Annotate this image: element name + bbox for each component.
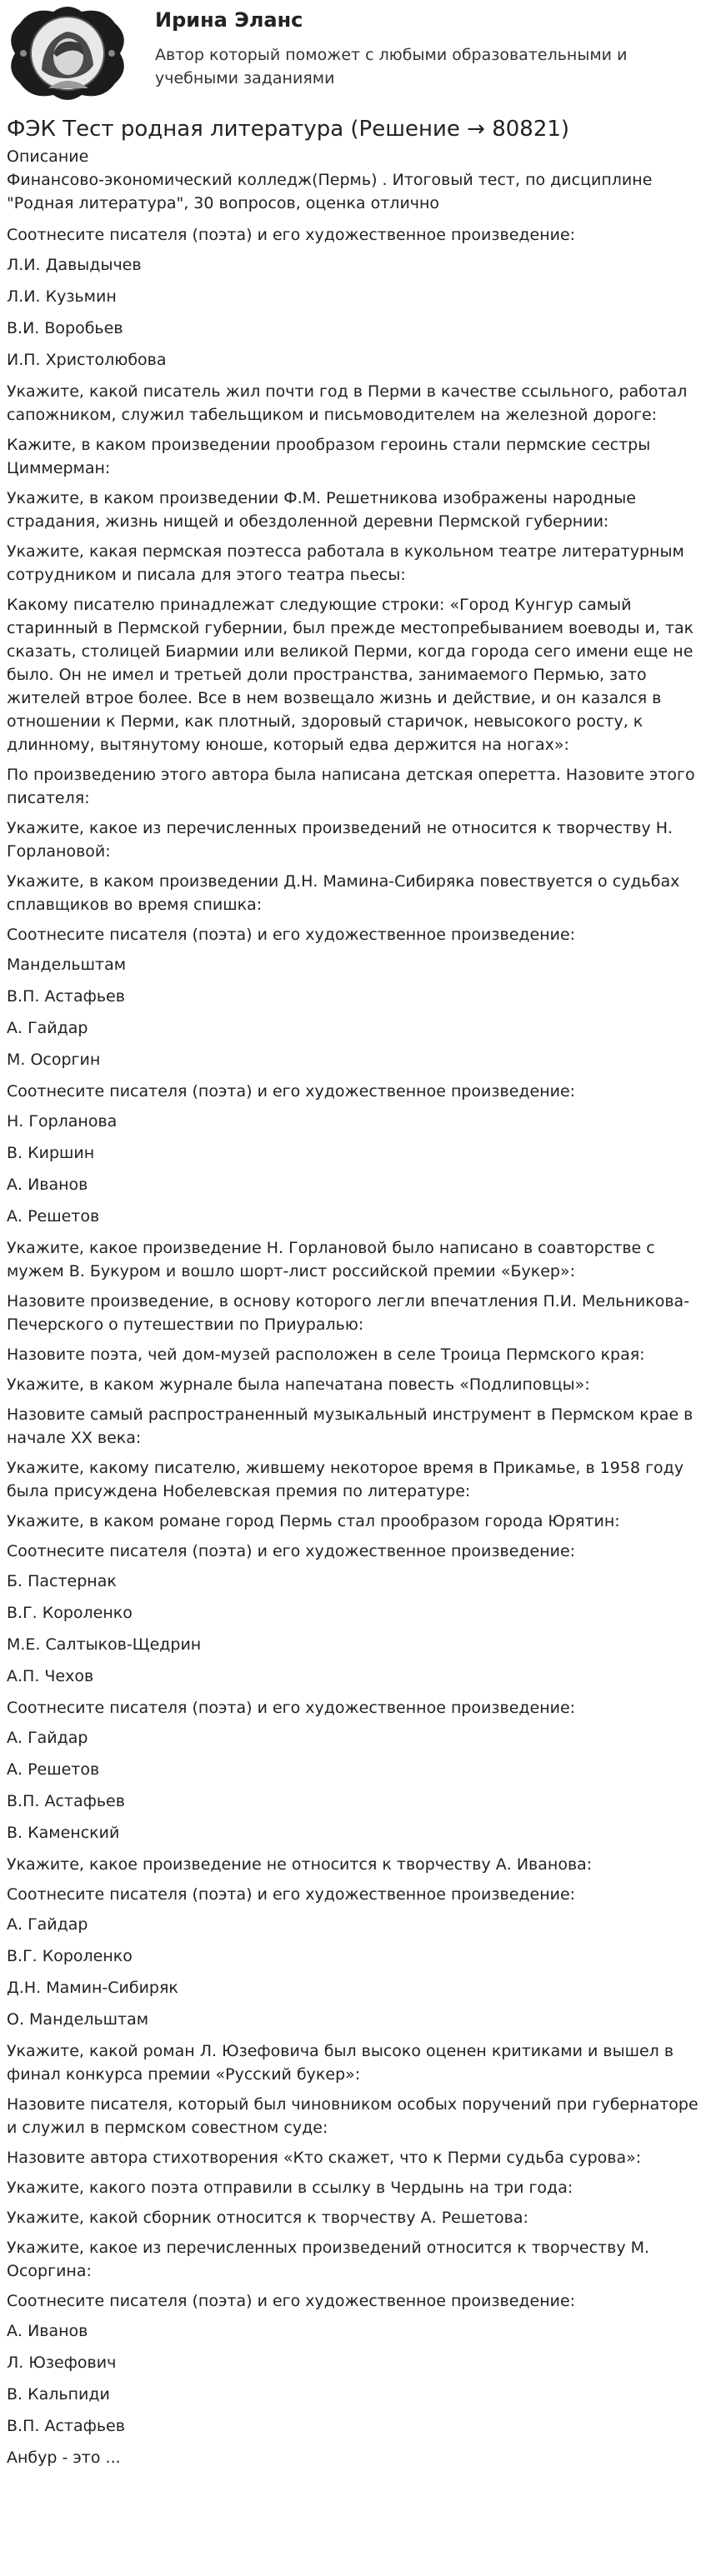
- answer-option: В. Кальпиди: [7, 2385, 110, 2404]
- answer-option: М.Е. Салтыков-Щедрин: [7, 1635, 202, 1654]
- answer-option: А. Гайдар: [7, 1729, 88, 1747]
- answer-option: Л.И. Кузьмин: [7, 287, 117, 306]
- question-text: Соотнесите писателя (поэта) и его художественное произведение:: [7, 1699, 576, 1717]
- answer-option: А. Иванов: [7, 1176, 88, 1194]
- question-text: Назовите поэта, чей дом-музей расположен в селе Троица Пермского края:: [7, 1345, 645, 1364]
- answer-option: В.П. Астафьев: [7, 1792, 125, 1810]
- question-list: [7, 223, 698, 2438]
- answer-option: В. Каменский: [7, 1824, 120, 1842]
- answer-option: Д.Н. Мамин-Сибиряк: [7, 1979, 178, 1997]
- answer-option: В. Киршин: [7, 1144, 95, 1162]
- answer-option: О. Мандельштам: [7, 2010, 149, 2029]
- document-content: [7, 114, 698, 2469]
- answer-option: В.Г. Короленко: [7, 1604, 133, 1622]
- question-text: Соотнесите писателя (поэта) и его художественное произведение:: [7, 926, 576, 944]
- answer-option: Н. Горланова: [7, 1112, 118, 1131]
- answer-option: А. Гайдар: [7, 1915, 88, 1934]
- question-text: Укажите, какой писатель жил почти год в Перми в качестве ссыльного, работал сапожником, служил табельщиком и письмоводителем на железной дороге:: [7, 382, 688, 424]
- answer-option: М. Осоргин: [7, 1051, 101, 1069]
- question-text: Кажите, в каком произведении прообразом героинь стали пермские сестры Циммерман:: [7, 436, 651, 477]
- question-text: Укажите, в каком произведении Ф.М. Решетникова изображены народные страдания, жизнь нищей и обездоленной деревни Пермской губернии:: [7, 489, 636, 531]
- question-text: Соотнесите писателя (поэта) и его художественное произведение:: [7, 1542, 576, 1560]
- question-text: Назовите автора стихотворения «Кто скажет, что к Перми судьба сурова»:: [7, 2149, 642, 2167]
- answer-option: А.П. Чехов: [7, 1667, 94, 1685]
- question-text: Назовите произведение, в основу которого легли впечатления П.И. Мельникова-Печерского о путешествии по Приуралью:: [7, 1292, 690, 1334]
- author-avatar[interactable]: [7, 7, 128, 100]
- question-text: Соотнесите писателя (поэта) и его художественное произведение:: [7, 2292, 576, 2310]
- question-text: Укажите, какой роман Л. Юзефовича был высоко оценен критиками и вышел в финал конкурса премии «Русский букер»:: [7, 2042, 674, 2084]
- answer-option: Б. Пастернак: [7, 1572, 117, 1590]
- answer-option: А. Решетов: [7, 1760, 100, 1779]
- answer-option: В.П. Астафьев: [7, 2417, 125, 2435]
- question-text: Укажите, в каком журнале была напечатана повесть «Подлиповцы»:: [7, 1375, 590, 1394]
- question-text: Укажите, какому писателю, жившему некоторое время в Прикамье, в 1958 году была присуждена Нобелевская премия по литературе:: [7, 1459, 684, 1500]
- answer-option: Л. Юзефович: [7, 2354, 117, 2372]
- answer-option: А. Решетов: [7, 1207, 100, 1226]
- question-text: Соотнесите писателя (поэта) и его художественное произведение:: [7, 226, 576, 244]
- question-text: Укажите, какое из перечисленных произведений относится к творчеству М. Осоргина:: [7, 2239, 650, 2280]
- answer-option: А. Гайдар: [7, 1019, 88, 1037]
- answer-option: В.И. Воробьев: [7, 319, 123, 337]
- author-name[interactable]: Ирина Эланс: [155, 8, 303, 32]
- description-label: Описание: [7, 147, 89, 166]
- author-description: Автор который поможет с любыми образовательными и учебными заданиями: [155, 46, 628, 87]
- answer-option: Мандельштам: [7, 956, 127, 974]
- avatar-image: [7, 7, 128, 100]
- question-text: Укажите, какое произведение не относится к творчеству А. Иванова:: [7, 1855, 593, 1874]
- answer-option: Л.И. Давыдычев: [7, 256, 142, 274]
- trailing-text: Анбур - это ...: [7, 2449, 121, 2467]
- question-text: Укажите, какого поэта отправили в ссылку в Чердынь на три года:: [7, 2179, 573, 2197]
- question-text: Укажите, в каком произведении Д.Н. Мамина-Сибиряка повествуется о судьбах сплавщиков во время спишка:: [7, 872, 680, 914]
- question-text: Соотнесите писателя (поэта) и его художественное произведение:: [7, 1082, 576, 1101]
- question-text: Соотнесите писателя (поэта) и его художественное произведение:: [7, 1885, 576, 1904]
- author-header: [7, 7, 698, 100]
- question-text: Укажите, в каком романе город Пермь стал прообразом города Юрятин:: [7, 1512, 620, 1530]
- question-text: Укажите, какое из перечисленных произведений не относится к творчеству Н. Горлановой:: [7, 819, 673, 861]
- answer-option: В.Г. Короленко: [7, 1947, 133, 1965]
- answer-option: А. Иванов: [7, 2322, 88, 2340]
- answer-option: И.П. Христолюбова: [7, 351, 167, 369]
- question-text: Укажите, какая пермская поэтесса работала в кукольном театре литературным сотрудником и писала для этого театра пьесы:: [7, 542, 684, 584]
- document-title: ФЭК Тест родная литература (Решение → 80821): [7, 117, 570, 142]
- description-text: Финансово-экономический колледж(Пермь) . Итоговый тест, по дисциплине "Родная литература", 30 вопросов, оценка отлично: [7, 171, 653, 212]
- question-text: Укажите, какое произведение Н. Горлановой было написано в соавторстве с мужем В. Букуром и вошло шорт-лист российской премии «Букер»:: [7, 1239, 655, 1281]
- question-text: По произведению этого автора была написана детская оперетта. Назовите этого писателя:: [7, 766, 695, 807]
- question-text: Назовите самый распространенный музыкальный инструмент в Пермском крае в начале XX века:: [7, 1405, 693, 1447]
- question-text: Какому писателю принадлежат следующие строки: «Город Кунгур самый старинный в Пермской губернии, был прежде местопребыванием воеводы и, так сказать, столицей Биармии или великой Перми, когда города сего имени еще не было. Он не имел и третьей доли пространства, занимаемого Пермью, зато жителей втрое более. Все в нем возвещало жизнь и действие, и он казался в отношении к Перми, как плотный, здоровый старичок, невысокого росту, к длинному, вытянутому юноше, который едва держится на ногах»:: [7, 596, 694, 754]
- answer-option: В.П. Астафьев: [7, 987, 125, 1006]
- question-text: Укажите, какой сборник относится к творчеству А. Решетова:: [7, 2209, 528, 2227]
- question-text: Назовите писателя, который был чиновником особых поручений при губернаторе и служил в пермском совестном суде:: [7, 2095, 698, 2137]
